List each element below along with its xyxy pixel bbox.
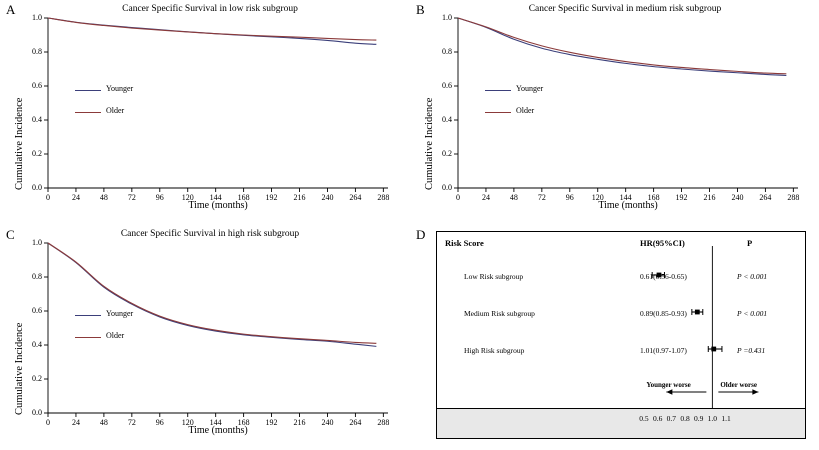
x-tick-label: 144 <box>619 193 632 202</box>
legend-label-younger: Younger <box>516 84 544 93</box>
forest-x-tick-label: 0.7 <box>666 414 676 423</box>
forest-col-header-hr: HR(95%CI) <box>640 238 685 248</box>
forest-plot <box>436 231 806 439</box>
panel-c-ylabel: Cumulative Incidence <box>14 322 25 415</box>
x-tick-label: 72 <box>537 193 546 202</box>
forest-row-label-1: Medium Risk subgroup <box>464 309 535 318</box>
x-tick-label: 120 <box>591 193 604 202</box>
y-tick-label: 0.8 <box>32 272 42 281</box>
forest-annotation-older-worse: Older worse <box>720 381 757 389</box>
x-tick-label: 192 <box>675 193 688 202</box>
forest-row-p-1: P < 0.001 <box>737 309 768 318</box>
x-tick-label: 264 <box>349 418 362 427</box>
forest-x-tick-label: 0.5 <box>639 414 649 423</box>
panel-d <box>410 225 819 450</box>
x-tick-label: 96 <box>155 193 164 202</box>
forest-row-p-0: P < 0.001 <box>737 272 768 281</box>
panel-b-letter: B <box>416 2 425 17</box>
y-tick-label: 0.2 <box>32 149 42 158</box>
forest-annotation-younger-worse: Younger worse <box>646 381 691 389</box>
x-tick-label: 72 <box>127 418 136 427</box>
forest-row-label-2: High Risk subgroup <box>464 346 525 355</box>
panel-a-xlabel: Time (months) <box>188 200 248 211</box>
panel-b-xlabel: Time (months) <box>598 200 658 211</box>
legend-line-younger <box>75 90 101 91</box>
legend-label-older: Older <box>106 331 125 340</box>
x-tick-label: 0 <box>456 193 460 202</box>
legend-label-younger: Younger <box>106 309 134 318</box>
panel-c-xlabel: Time (months) <box>188 425 248 436</box>
legend-label-younger: Younger <box>106 84 134 93</box>
y-tick-label: 0.0 <box>442 183 452 192</box>
panel-c-plot-area <box>48 243 388 413</box>
forest-row-hr-1: 0.89(0.85-0.93) <box>640 309 687 318</box>
panel-b-curves <box>458 18 798 188</box>
y-tick-label: 0.0 <box>32 408 42 417</box>
x-tick-label: 24 <box>71 418 80 427</box>
y-tick-label: 0.4 <box>32 115 42 124</box>
x-tick-label: 216 <box>703 193 716 202</box>
panel-a <box>0 0 410 225</box>
panel-c-curves <box>48 243 388 413</box>
x-tick-label: 24 <box>71 193 80 202</box>
x-tick-label: 288 <box>377 193 390 202</box>
legend-label-older: Older <box>106 106 125 115</box>
x-tick-label: 120 <box>181 418 194 427</box>
x-tick-label: 264 <box>349 193 362 202</box>
forest-x-tick-label: 0.9 <box>693 414 704 423</box>
panel-b <box>410 0 819 225</box>
panel-c-letter: C <box>6 227 15 242</box>
forest-scale-band <box>437 408 805 438</box>
x-tick-label: 288 <box>787 193 800 202</box>
x-tick-label: 192 <box>265 193 278 202</box>
y-tick-label: 0.6 <box>442 81 452 90</box>
x-tick-label: 288 <box>377 418 390 427</box>
y-tick-label: 0.8 <box>32 47 42 56</box>
y-tick-label: 0.2 <box>32 374 42 383</box>
x-tick-label: 72 <box>127 193 136 202</box>
forest-row-p-2: P =0.431 <box>737 346 766 355</box>
legend-line-younger <box>485 90 511 91</box>
x-tick-label: 0 <box>46 418 50 427</box>
forest-row-hr-0: 0.61(0.56-0.65) <box>640 272 687 281</box>
y-tick-label: 0.6 <box>32 81 42 90</box>
x-tick-label: 264 <box>759 193 772 202</box>
x-tick-label: 168 <box>647 193 660 202</box>
x-tick-label: 240 <box>731 193 744 202</box>
forest-x-tick-label: 0.8 <box>680 414 690 423</box>
legend-line-older <box>485 112 511 113</box>
forest-x-tick-label: 0.6 <box>652 414 663 423</box>
forest-col-header-p: P <box>747 238 753 248</box>
forest-row-label-0: Low Risk subgroup <box>464 272 524 281</box>
x-tick-label: 48 <box>509 193 518 202</box>
y-tick-label: 1.0 <box>32 13 42 22</box>
x-tick-label: 192 <box>265 418 278 427</box>
x-tick-label: 96 <box>565 193 574 202</box>
panel-a-ylabel: Cumulative Incidence <box>14 97 25 190</box>
forest-col-header-risk-score: Risk Score <box>445 238 484 248</box>
forest-row-hr-2: 1.01(0.97-1.07) <box>640 346 687 355</box>
forest-x-tick-label: 1.0 <box>707 414 718 423</box>
x-tick-label: 168 <box>237 418 250 427</box>
forest-x-tick-label: 1.1 <box>721 414 731 423</box>
panel-a-curves <box>48 18 388 188</box>
x-tick-label: 96 <box>155 418 164 427</box>
x-tick-label: 216 <box>293 193 306 202</box>
y-tick-label: 0.0 <box>32 183 42 192</box>
y-tick-label: 0.2 <box>442 149 452 158</box>
y-tick-label: 0.4 <box>32 340 42 349</box>
x-tick-label: 144 <box>209 418 222 427</box>
y-tick-label: 0.4 <box>442 115 452 124</box>
x-tick-label: 24 <box>481 193 490 202</box>
panel-a-letter: A <box>6 2 16 17</box>
legend-label-older: Older <box>516 106 535 115</box>
panel-c <box>0 225 410 450</box>
legend-line-older <box>75 112 101 113</box>
panel-b-title: Cancer Specific Survival in medium risk subgroup <box>528 4 722 14</box>
panel-a-title: Cancer Specific Survival in low risk subgroup <box>122 4 298 14</box>
y-tick-label: 0.8 <box>442 47 452 56</box>
panel-a-plot-area <box>48 18 388 188</box>
y-tick-label: 1.0 <box>32 238 42 247</box>
legend-line-older <box>75 337 101 338</box>
x-tick-label: 216 <box>293 418 306 427</box>
x-tick-label: 168 <box>237 193 250 202</box>
x-tick-label: 144 <box>209 193 222 202</box>
x-tick-label: 0 <box>46 193 50 202</box>
y-tick-label: 0.6 <box>32 306 42 315</box>
legend-line-younger <box>75 315 101 316</box>
panel-d-letter: D <box>416 227 426 242</box>
x-tick-label: 240 <box>321 418 334 427</box>
x-tick-label: 120 <box>181 193 194 202</box>
panel-b-ylabel: Cumulative Incidence <box>424 97 435 190</box>
y-tick-label: 1.0 <box>442 13 452 22</box>
panel-b-plot-area <box>458 18 798 188</box>
x-tick-label: 48 <box>99 193 108 202</box>
panel-c-title: Cancer Specific Survival in high risk subgroup <box>120 229 300 239</box>
x-tick-label: 240 <box>321 193 334 202</box>
x-tick-label: 48 <box>99 418 108 427</box>
